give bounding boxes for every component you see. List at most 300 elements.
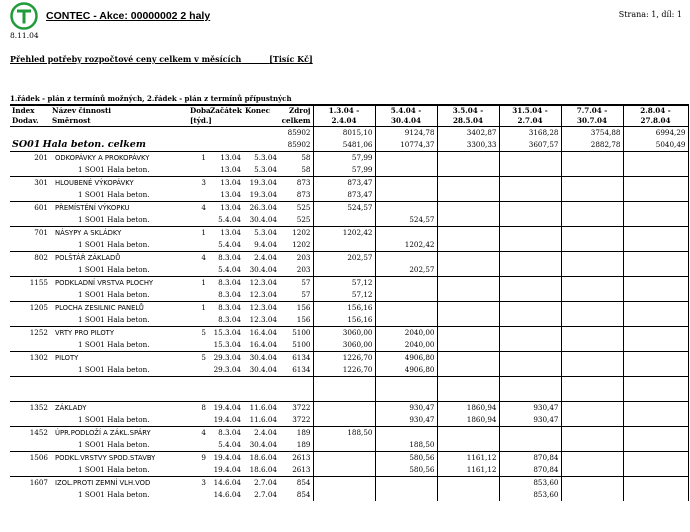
end-date: 30.4.04 — [249, 265, 277, 274]
end-date: 11.6.04 — [243, 402, 279, 415]
month-value — [437, 152, 499, 165]
end-date: 30.4.04 — [243, 352, 279, 365]
month-value — [375, 289, 437, 302]
month-value — [375, 202, 437, 215]
month-value: 188,50 — [313, 427, 375, 440]
month-value — [437, 289, 499, 302]
activity-index: 701 — [10, 227, 50, 240]
activity-spacer — [188, 264, 208, 277]
month-value: 524,57 — [313, 202, 375, 215]
activity-duration: 5 — [188, 352, 208, 365]
supplier-number: 1 — [78, 290, 83, 299]
month-value — [437, 339, 499, 352]
activity-name: PODKL.VRSTVY SPOD.STAVBY — [50, 452, 188, 465]
month-value — [561, 464, 623, 477]
source-total: 58 — [279, 152, 313, 165]
end-date: 2.7.04 — [254, 490, 277, 499]
source-total: 854 — [296, 490, 311, 499]
activity-spacer — [10, 489, 50, 501]
month-value: 1161,12 — [437, 464, 499, 477]
month-value — [375, 427, 437, 440]
month-value: 2040,00 — [375, 339, 437, 352]
activity-duration: 5 — [188, 327, 208, 340]
supplier-number: 1 — [78, 365, 83, 374]
month-value — [499, 189, 561, 202]
month-value — [499, 227, 561, 240]
activity-duration: 9 — [188, 452, 208, 465]
month-value — [561, 489, 623, 501]
month-total: 5481,06 — [313, 139, 375, 152]
month-value — [623, 464, 688, 477]
month-value — [623, 452, 688, 465]
source-total: 873 — [279, 177, 313, 190]
month-value: 202,57 — [375, 264, 437, 277]
activity-name: PODKLADNÍ VRSTVA PLOCHY — [50, 277, 188, 290]
end-date: 16.4.04 — [243, 327, 279, 340]
activity-spacer — [188, 339, 208, 352]
source-total: 203 — [279, 252, 313, 265]
supplier-number: 1 — [78, 490, 83, 499]
source-total: 189 — [279, 427, 313, 440]
activity-row-permissible — [10, 364, 688, 377]
activity-index: 1302 — [10, 352, 50, 365]
supplier-name: SO01 Hala beton. — [84, 215, 150, 224]
month-total: 3300,33 — [437, 139, 499, 152]
month-value — [623, 364, 688, 377]
grand-total: 85902 — [287, 128, 311, 137]
end-date: 19.3.04 — [249, 190, 277, 199]
month-value — [499, 289, 561, 302]
activity-row-permissible — [10, 314, 688, 327]
supplier-number: 1 — [78, 440, 83, 449]
activity-index: 1607 — [10, 477, 50, 490]
supplier-name: SO01 Hala beton. — [84, 265, 150, 274]
col-index-header: Index Dodav. — [10, 105, 50, 127]
month-value — [375, 314, 437, 327]
month-value — [561, 427, 623, 440]
activity-index: 301 — [10, 177, 50, 190]
supplier-number: 1 — [78, 315, 83, 324]
activity-name: POLŠTÁŘ ZÁKLADŮ — [50, 252, 188, 265]
activity-index: 201 — [10, 152, 50, 165]
start-date: 8.3.04 — [218, 315, 241, 324]
supplier-name: SO01 Hala beton. — [84, 440, 150, 449]
month-value — [623, 177, 688, 190]
month-value — [437, 177, 499, 190]
end-date: 5.3.04 — [243, 152, 279, 165]
month-value: 873,47 — [313, 189, 375, 202]
activity-spacer — [10, 439, 50, 452]
source-total: 2613 — [292, 465, 311, 474]
month-value — [437, 314, 499, 327]
month-value — [499, 152, 561, 165]
activity-row-permissible — [10, 489, 688, 501]
group-title — [10, 139, 279, 152]
end-date: 30.4.04 — [249, 440, 277, 449]
activity-duration: 3 — [188, 477, 208, 490]
totals-row-permissible — [10, 139, 688, 152]
month-value — [499, 239, 561, 252]
activity-row-permissible — [10, 464, 688, 477]
month-value — [313, 452, 375, 465]
month-value — [375, 164, 437, 177]
activity-spacer — [188, 489, 208, 501]
month-value — [375, 227, 437, 240]
month-value — [623, 152, 688, 165]
activity-name: ÚPR.PODLOŽÍ A ZÁKL.SPÁRY — [50, 427, 188, 440]
plan-legend: 1.řádek - plán z termínů možných, 2.řádek - plán z termínů přípustných — [10, 94, 292, 103]
month-value — [375, 152, 437, 165]
month-value — [313, 489, 375, 501]
supplier-name: SO01 Hala beton. — [84, 165, 150, 174]
activity-name: ODKOPÁVKY A PROKOPÁVKY — [50, 152, 188, 165]
start-date: 5.4.04 — [218, 215, 241, 224]
end-date: 19.3.04 — [243, 177, 279, 190]
activity-row-possible — [10, 202, 688, 215]
col-end-header: Konec — [243, 105, 279, 127]
supplier-number: 1 — [78, 165, 83, 174]
end-date: 12.3.04 — [243, 302, 279, 315]
source-total: 5100 — [279, 327, 313, 340]
month-value — [437, 439, 499, 452]
activity-row-possible — [10, 277, 688, 290]
month-value — [623, 189, 688, 202]
activity-row-permissible — [10, 164, 688, 177]
month-value — [437, 327, 499, 340]
activity-spacer — [188, 214, 208, 227]
month-value — [623, 439, 688, 452]
month-value — [561, 364, 623, 377]
month-value — [561, 164, 623, 177]
month-total: 9124,78 — [375, 127, 437, 140]
month-value — [623, 414, 688, 427]
activity-duration: 1 — [188, 277, 208, 290]
end-date: 12.3.04 — [249, 290, 277, 299]
month-value — [561, 239, 623, 252]
source-total: 3722 — [292, 415, 311, 424]
month-value — [375, 252, 437, 265]
start-date: 13.04 — [208, 202, 243, 215]
supplier-number: 1 — [78, 415, 83, 424]
supplier-number: 1 — [78, 265, 83, 274]
month-value — [499, 302, 561, 315]
month-value — [437, 264, 499, 277]
activity-row-possible — [10, 252, 688, 265]
month-value — [313, 402, 375, 415]
source-total: 525 — [296, 215, 311, 224]
month-value — [623, 214, 688, 227]
month-value: 870,84 — [499, 464, 561, 477]
start-date: 8.3.04 — [208, 252, 243, 265]
activity-row-possible — [10, 327, 688, 340]
start-date: 8.3.04 — [218, 290, 241, 299]
month-value — [437, 277, 499, 290]
activity-row-possible — [10, 352, 688, 365]
start-date: 19.4.04 — [213, 415, 241, 424]
month-value — [561, 439, 623, 452]
activity-spacer — [10, 339, 50, 352]
activity-row-permissible — [10, 189, 688, 202]
month-value — [437, 227, 499, 240]
month-value — [437, 302, 499, 315]
month-value — [499, 277, 561, 290]
month-value — [375, 489, 437, 501]
end-date: 5.3.04 — [243, 227, 279, 240]
start-date: 15.3.04 — [213, 340, 241, 349]
month-value: 3060,00 — [313, 339, 375, 352]
contec-logo-icon — [10, 2, 38, 30]
supplier-cell — [50, 164, 188, 177]
activity-row-possible — [10, 152, 688, 165]
month-total: 6994,29 — [623, 127, 688, 140]
end-date: 2.4.04 — [243, 252, 279, 265]
month-value — [499, 439, 561, 452]
report-date: 8.11.04 — [10, 31, 39, 40]
month-value: 930,47 — [499, 402, 561, 415]
month-total: 8015,10 — [313, 127, 375, 140]
source-total: 854 — [279, 477, 313, 490]
report-heading — [10, 54, 313, 64]
month-value: 873,47 — [313, 177, 375, 190]
start-date: 19.4.04 — [208, 402, 243, 415]
start-date: 5.4.04 — [218, 240, 241, 249]
month-value — [561, 189, 623, 202]
activity-spacer — [10, 464, 50, 477]
supplier-name: SO01 Hala beton. — [84, 290, 150, 299]
activity-spacer — [188, 364, 208, 377]
source-total: 873 — [296, 190, 311, 199]
activity-row-permissible — [10, 414, 688, 427]
month-value — [623, 327, 688, 340]
month-value: 57,12 — [313, 277, 375, 290]
month-value — [499, 202, 561, 215]
month-value — [375, 277, 437, 290]
month-value: 1202,42 — [313, 227, 375, 240]
month-value — [561, 264, 623, 277]
start-date: 13.04 — [208, 227, 243, 240]
month-value — [375, 477, 437, 490]
activity-spacer — [10, 289, 50, 302]
activity-row-possible — [10, 427, 688, 440]
month-value — [623, 277, 688, 290]
start-date: 13.04 — [208, 152, 243, 165]
activity-duration: 1 — [188, 227, 208, 240]
month-value — [561, 252, 623, 265]
activity-spacer — [10, 239, 50, 252]
end-date: 11.6.04 — [249, 415, 277, 424]
activity-index: 1452 — [10, 427, 50, 440]
month-value — [561, 327, 623, 340]
source-total: 5100 — [292, 340, 311, 349]
month-value — [499, 252, 561, 265]
source-total: 189 — [296, 440, 311, 449]
start-date: 29.3.04 — [213, 365, 241, 374]
totals-row-possible — [10, 127, 688, 140]
month-value: 156,16 — [313, 302, 375, 315]
month-total: 3754,88 — [561, 127, 623, 140]
month-value — [623, 239, 688, 252]
month-value — [437, 202, 499, 215]
supplier-name: SO01 Hala beton. — [84, 465, 150, 474]
source-total: 156 — [296, 315, 311, 324]
supplier-cell — [50, 364, 188, 377]
month-value — [437, 239, 499, 252]
supplier-cell — [50, 414, 188, 427]
month-value: 870,84 — [499, 452, 561, 465]
month-value: 1161,12 — [437, 452, 499, 465]
activity-row-possible — [10, 402, 688, 415]
activity-index: 1352 — [10, 402, 50, 415]
end-date: 9.4.04 — [254, 240, 277, 249]
month-value — [313, 439, 375, 452]
month-value — [561, 414, 623, 427]
supplier-name: SO01 Hala beton. — [84, 240, 150, 249]
supplier-number: 1 — [78, 340, 83, 349]
month-value — [375, 177, 437, 190]
month-value — [313, 214, 375, 227]
report-title: Přehled potřeby rozpočtové ceny celkem v měsících — [10, 54, 242, 64]
supplier-number: 1 — [78, 190, 83, 199]
activity-spacer — [188, 189, 208, 202]
month-value — [437, 252, 499, 265]
end-date: 12.3.04 — [243, 277, 279, 290]
activity-spacer — [10, 364, 50, 377]
month-value — [623, 227, 688, 240]
month-value — [561, 227, 623, 240]
col-name-header: Název činnosti Směrnost — [50, 105, 188, 127]
month-value — [623, 339, 688, 352]
end-date: 5.3.04 — [254, 165, 277, 174]
month-value: 188,50 — [375, 439, 437, 452]
month-value: 930,47 — [375, 414, 437, 427]
activity-row-possible — [10, 452, 688, 465]
month-value — [623, 489, 688, 501]
supplier-name: SO01 Hala beton. — [84, 490, 150, 499]
activity-spacer — [10, 164, 50, 177]
supplier-number: 1 — [78, 215, 83, 224]
activity-spacer — [10, 189, 50, 202]
month-value: 1226,70 — [313, 364, 375, 377]
month-value: 2040,00 — [375, 327, 437, 340]
month-value: 3060,00 — [313, 327, 375, 340]
month-value — [561, 177, 623, 190]
end-date: 26.3.04 — [243, 202, 279, 215]
month-value — [437, 189, 499, 202]
supplier-cell — [50, 264, 188, 277]
source-total: 57 — [279, 277, 313, 290]
month-total: 3402,87 — [437, 127, 499, 140]
col-month-4-header: 31.5.04 - 2.7.04 — [499, 105, 561, 127]
group-name: Hala beton. celkem — [42, 139, 146, 150]
col-source-header: Zdroj celkem — [279, 105, 313, 127]
activity-spacer — [10, 414, 50, 427]
month-value — [375, 189, 437, 202]
end-date: 18.6.04 — [243, 452, 279, 465]
month-value — [623, 164, 688, 177]
month-value — [561, 289, 623, 302]
start-date: 29.3.04 — [208, 352, 243, 365]
start-date: 13.04 — [208, 177, 243, 190]
start-date: 19.4.04 — [213, 465, 241, 474]
month-value: 4906,80 — [375, 364, 437, 377]
source-total: 57 — [301, 290, 311, 299]
activity-duration: 1 — [188, 302, 208, 315]
col-duration-header: Doba [týd.] — [190, 106, 212, 125]
activity-name: PLOCHA ZESILNIC PANELŮ — [50, 302, 188, 315]
start-date: 19.4.04 — [208, 452, 243, 465]
table-header-row — [10, 105, 688, 127]
month-value — [313, 414, 375, 427]
activity-row-permissible — [10, 214, 688, 227]
month-value — [561, 314, 623, 327]
month-value — [561, 302, 623, 315]
month-total: 5040,49 — [623, 139, 688, 152]
month-value: 202,57 — [313, 252, 375, 265]
month-value — [437, 489, 499, 501]
month-value — [437, 427, 499, 440]
month-value: 4906,80 — [375, 352, 437, 365]
month-value — [623, 352, 688, 365]
month-value — [561, 477, 623, 490]
supplier-name: SO01 Hala beton. — [84, 415, 150, 424]
activity-spacer — [188, 164, 208, 177]
month-value — [623, 402, 688, 415]
supplier-cell — [50, 439, 188, 452]
col-month-2-header: 5.4.04 - 30.4.04 — [375, 105, 437, 127]
budget-table — [10, 104, 689, 501]
month-value: 930,47 — [375, 402, 437, 415]
month-value — [437, 214, 499, 227]
company-title: CONTEC - Akce: 00000002 2 haly — [46, 10, 211, 22]
month-value — [437, 477, 499, 490]
col-month-5-header: 7.7.04 - 30.7.04 — [561, 105, 623, 127]
activity-index: 1155 — [10, 277, 50, 290]
month-value — [499, 264, 561, 277]
activity-row-possible — [10, 177, 688, 190]
month-value — [437, 352, 499, 365]
spacer-row — [10, 377, 688, 402]
activity-row-permissible — [10, 239, 688, 252]
source-total: 58 — [301, 165, 311, 174]
activity-name: NÁSYPY A SKLÁDKY — [50, 227, 188, 240]
month-value — [313, 464, 375, 477]
month-value — [499, 327, 561, 340]
source-total: 1202 — [279, 227, 313, 240]
activity-spacer — [10, 214, 50, 227]
supplier-cell — [50, 314, 188, 327]
source-total: 6134 — [292, 365, 311, 374]
source-total: 525 — [279, 202, 313, 215]
activity-index: 1506 — [10, 452, 50, 465]
supplier-cell — [50, 464, 188, 477]
month-value — [499, 177, 561, 190]
month-value — [561, 214, 623, 227]
month-value — [623, 264, 688, 277]
activity-name: PILOTY — [50, 352, 188, 365]
source-total: 156 — [279, 302, 313, 315]
activity-duration: 1 — [188, 152, 208, 165]
month-value — [437, 364, 499, 377]
end-date: 18.6.04 — [249, 465, 277, 474]
month-value: 57,12 — [313, 289, 375, 302]
start-date: 5.4.04 — [218, 440, 241, 449]
month-value — [561, 402, 623, 415]
supplier-name: SO01 Hala beton. — [84, 315, 150, 324]
month-value — [313, 264, 375, 277]
supplier-cell — [50, 214, 188, 227]
month-value: 580,56 — [375, 464, 437, 477]
start-date: 8.3.04 — [208, 277, 243, 290]
